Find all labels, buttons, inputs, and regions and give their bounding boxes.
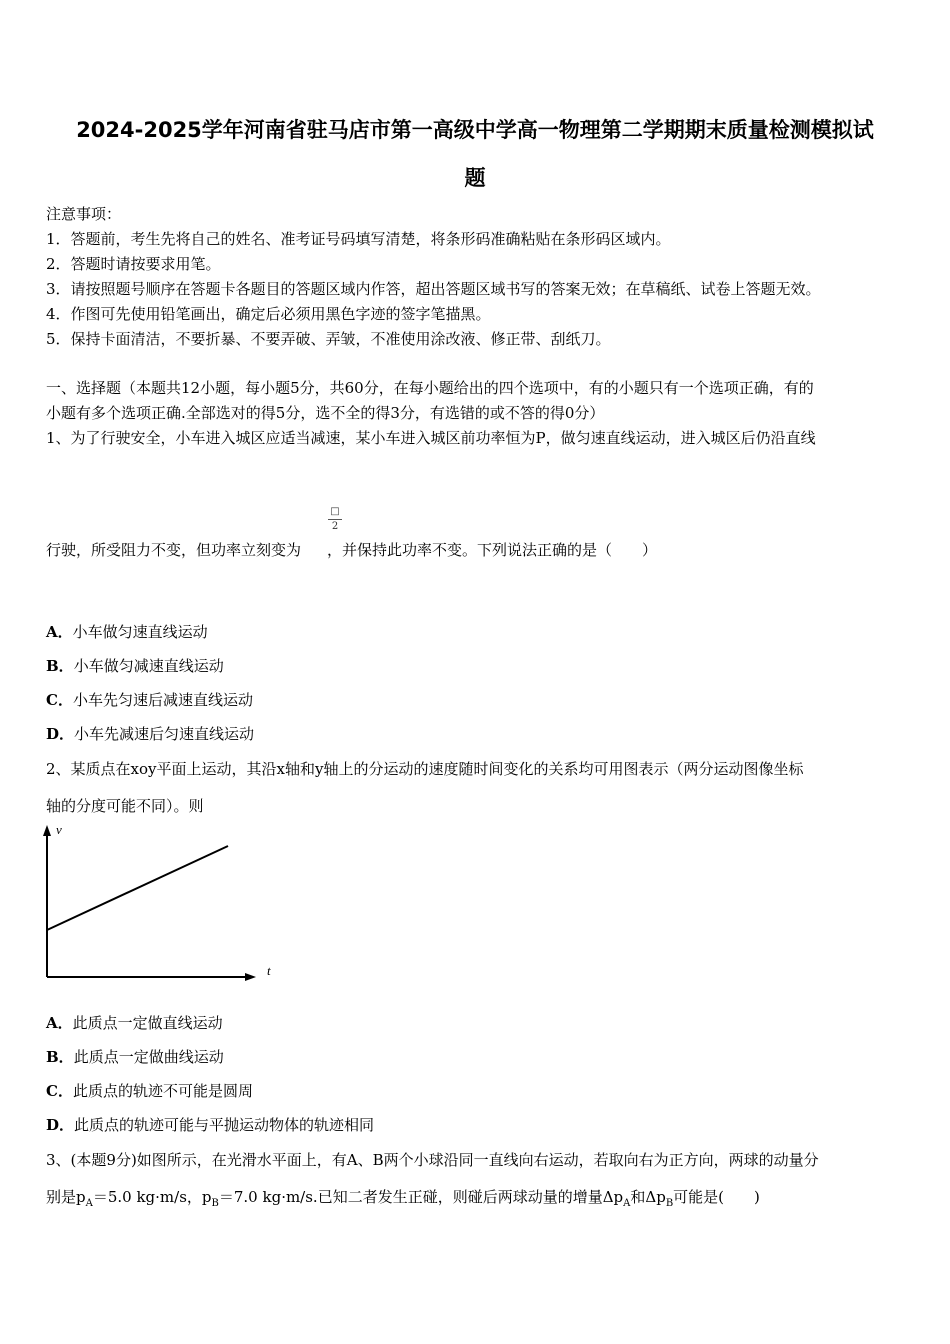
q1-power-fraction xyxy=(328,506,342,533)
q3-text-d: 和Δp xyxy=(630,1188,666,1206)
q1-option-d xyxy=(46,723,254,744)
note-item-2: 2．答题时请按要求用笔。 xyxy=(46,255,221,273)
notes-heading: 注意事项： xyxy=(46,205,122,223)
q1-option-d-label: D． xyxy=(46,725,75,743)
q1-fraction-bar xyxy=(328,519,342,520)
q1-stem-line2-b: ，并保持此功率不变。下列说法正确的是（ ） xyxy=(327,541,658,559)
note-item-3: 3．请按照题号顺序在答题卡各题目的答题区域内作答，超出答题区域书写的答案无效；在草稿纸、试卷上答题无效。 xyxy=(46,280,821,298)
q2-option-c-text: 此质点的轨迹不可能是圆周 xyxy=(72,1082,253,1100)
q1-option-b-text: 小车做匀减速直线运动 xyxy=(73,657,224,675)
q3-stem-line2 xyxy=(46,1186,760,1209)
q1-option-b-label: B． xyxy=(46,657,74,675)
q2-option-c-label: C． xyxy=(46,1082,73,1100)
exam-title-line1: 2024-2025学年河南省驻马店市第一高级中学高一物理第二学期期末质量检测模拟试 xyxy=(76,118,874,142)
q2-option-d xyxy=(46,1114,374,1135)
q2-option-a-label: A． xyxy=(46,1014,73,1032)
velocity-line xyxy=(47,846,228,930)
q2-option-d-label: D． xyxy=(46,1116,75,1134)
q1-stem-line2 xyxy=(46,539,657,560)
q1-option-a xyxy=(46,621,208,642)
q1-stem-line2-a: 行驶，所受阻力不变，但功率立刻变为 xyxy=(46,541,302,559)
note-item-5: 5．保持卡面清洁，不要折暴、不要弄破、弄皱，不准使用涂改液、修正带、刮纸刀。 xyxy=(46,330,611,348)
q3-sub-c: A xyxy=(623,1198,631,1209)
q3-sub-b: B xyxy=(211,1198,219,1209)
q2-velocity-time-graph xyxy=(36,820,286,990)
q2-stem-line1: 2、某质点在xoy平面上运动，其沿x轴和y轴上的分运动的速度随时间变化的关系均可用图表示（两分运动图像坐标 xyxy=(46,760,804,778)
q2-stem-line2: 轴的分度可能不同）。则 xyxy=(46,797,204,815)
q3-text-a: 别是p xyxy=(46,1188,86,1206)
q1-stem-line1: 1、为了行驶安全，小车进入城区应适当减速，某小车进入城区前功率恒为P，做匀速直线运动，进入城区后仍沿直线 xyxy=(46,429,816,447)
q3-text-b: ＝5.0 kg·m/s，p xyxy=(92,1188,212,1206)
q2-option-c xyxy=(46,1080,253,1101)
t-axis-arrow-icon xyxy=(245,973,256,981)
q3-text-c: ＝7.0 kg·m/s.已知二者发生正碰，则碰后两球动量的增量Δp xyxy=(218,1188,624,1206)
t-axis-label: t xyxy=(267,963,271,978)
section1-instructions-line2: 小题有多个选项正确.全部选对的得5分，选不全的得3分，有选错的或不答的得0分） xyxy=(46,404,605,422)
q1-option-c xyxy=(46,689,253,710)
v-axis-arrow-icon xyxy=(43,825,51,836)
q2-option-a xyxy=(46,1012,223,1033)
q1-option-a-label: A． xyxy=(46,623,73,641)
note-item-1: 1．答题前，考生先将自己的姓名、准考证号码填写清楚，将条形码准确粘贴在条形码区域内。 xyxy=(46,230,671,248)
section1-instructions-line1: 一、选择题（本题共12小题，每小题5分，共60分，在每小题给出的四个选项中，有的小题只有一个选项正确，有的 xyxy=(46,379,814,397)
q2-option-b xyxy=(46,1046,224,1067)
note-item-4: 4．作图可先使用铅笔画出，确定后必须用黑色字迹的签字笔描黑。 xyxy=(46,305,491,323)
q3-sub-d: B xyxy=(665,1198,674,1209)
q1-option-c-text: 小车先匀速后减速直线运动 xyxy=(72,691,253,709)
q2-option-b-label: B． xyxy=(46,1048,74,1066)
q1-fraction-numerator: □ xyxy=(330,506,340,517)
q1-option-c-label: C． xyxy=(46,691,73,709)
q1-option-a-text: 小车做匀速直线运动 xyxy=(72,623,208,641)
q2-option-d-text: 此质点的轨迹可能与平抛运动物体的轨迹相同 xyxy=(74,1116,375,1134)
v-axis-label: v xyxy=(56,822,62,837)
q1-option-d-text: 小车先减速后匀速直线运动 xyxy=(74,725,255,743)
q3-stem-line1: 3、(本题9分)如图所示，在光滑水平面上，有A、B两个小球沿同一直线向右运动，若取向右为正方向，两球的动量分 xyxy=(46,1151,819,1169)
exam-title-line2: 题 xyxy=(464,166,486,190)
q2-option-b-text: 此质点一定做曲线运动 xyxy=(73,1048,224,1066)
q1-option-b xyxy=(46,655,224,676)
q3-text-e: 可能是( ) xyxy=(673,1188,760,1206)
q2-option-a-text: 此质点一定做直线运动 xyxy=(72,1014,223,1032)
q1-fraction-denominator: 2 xyxy=(331,521,339,532)
q3-sub-a: A xyxy=(85,1198,93,1209)
